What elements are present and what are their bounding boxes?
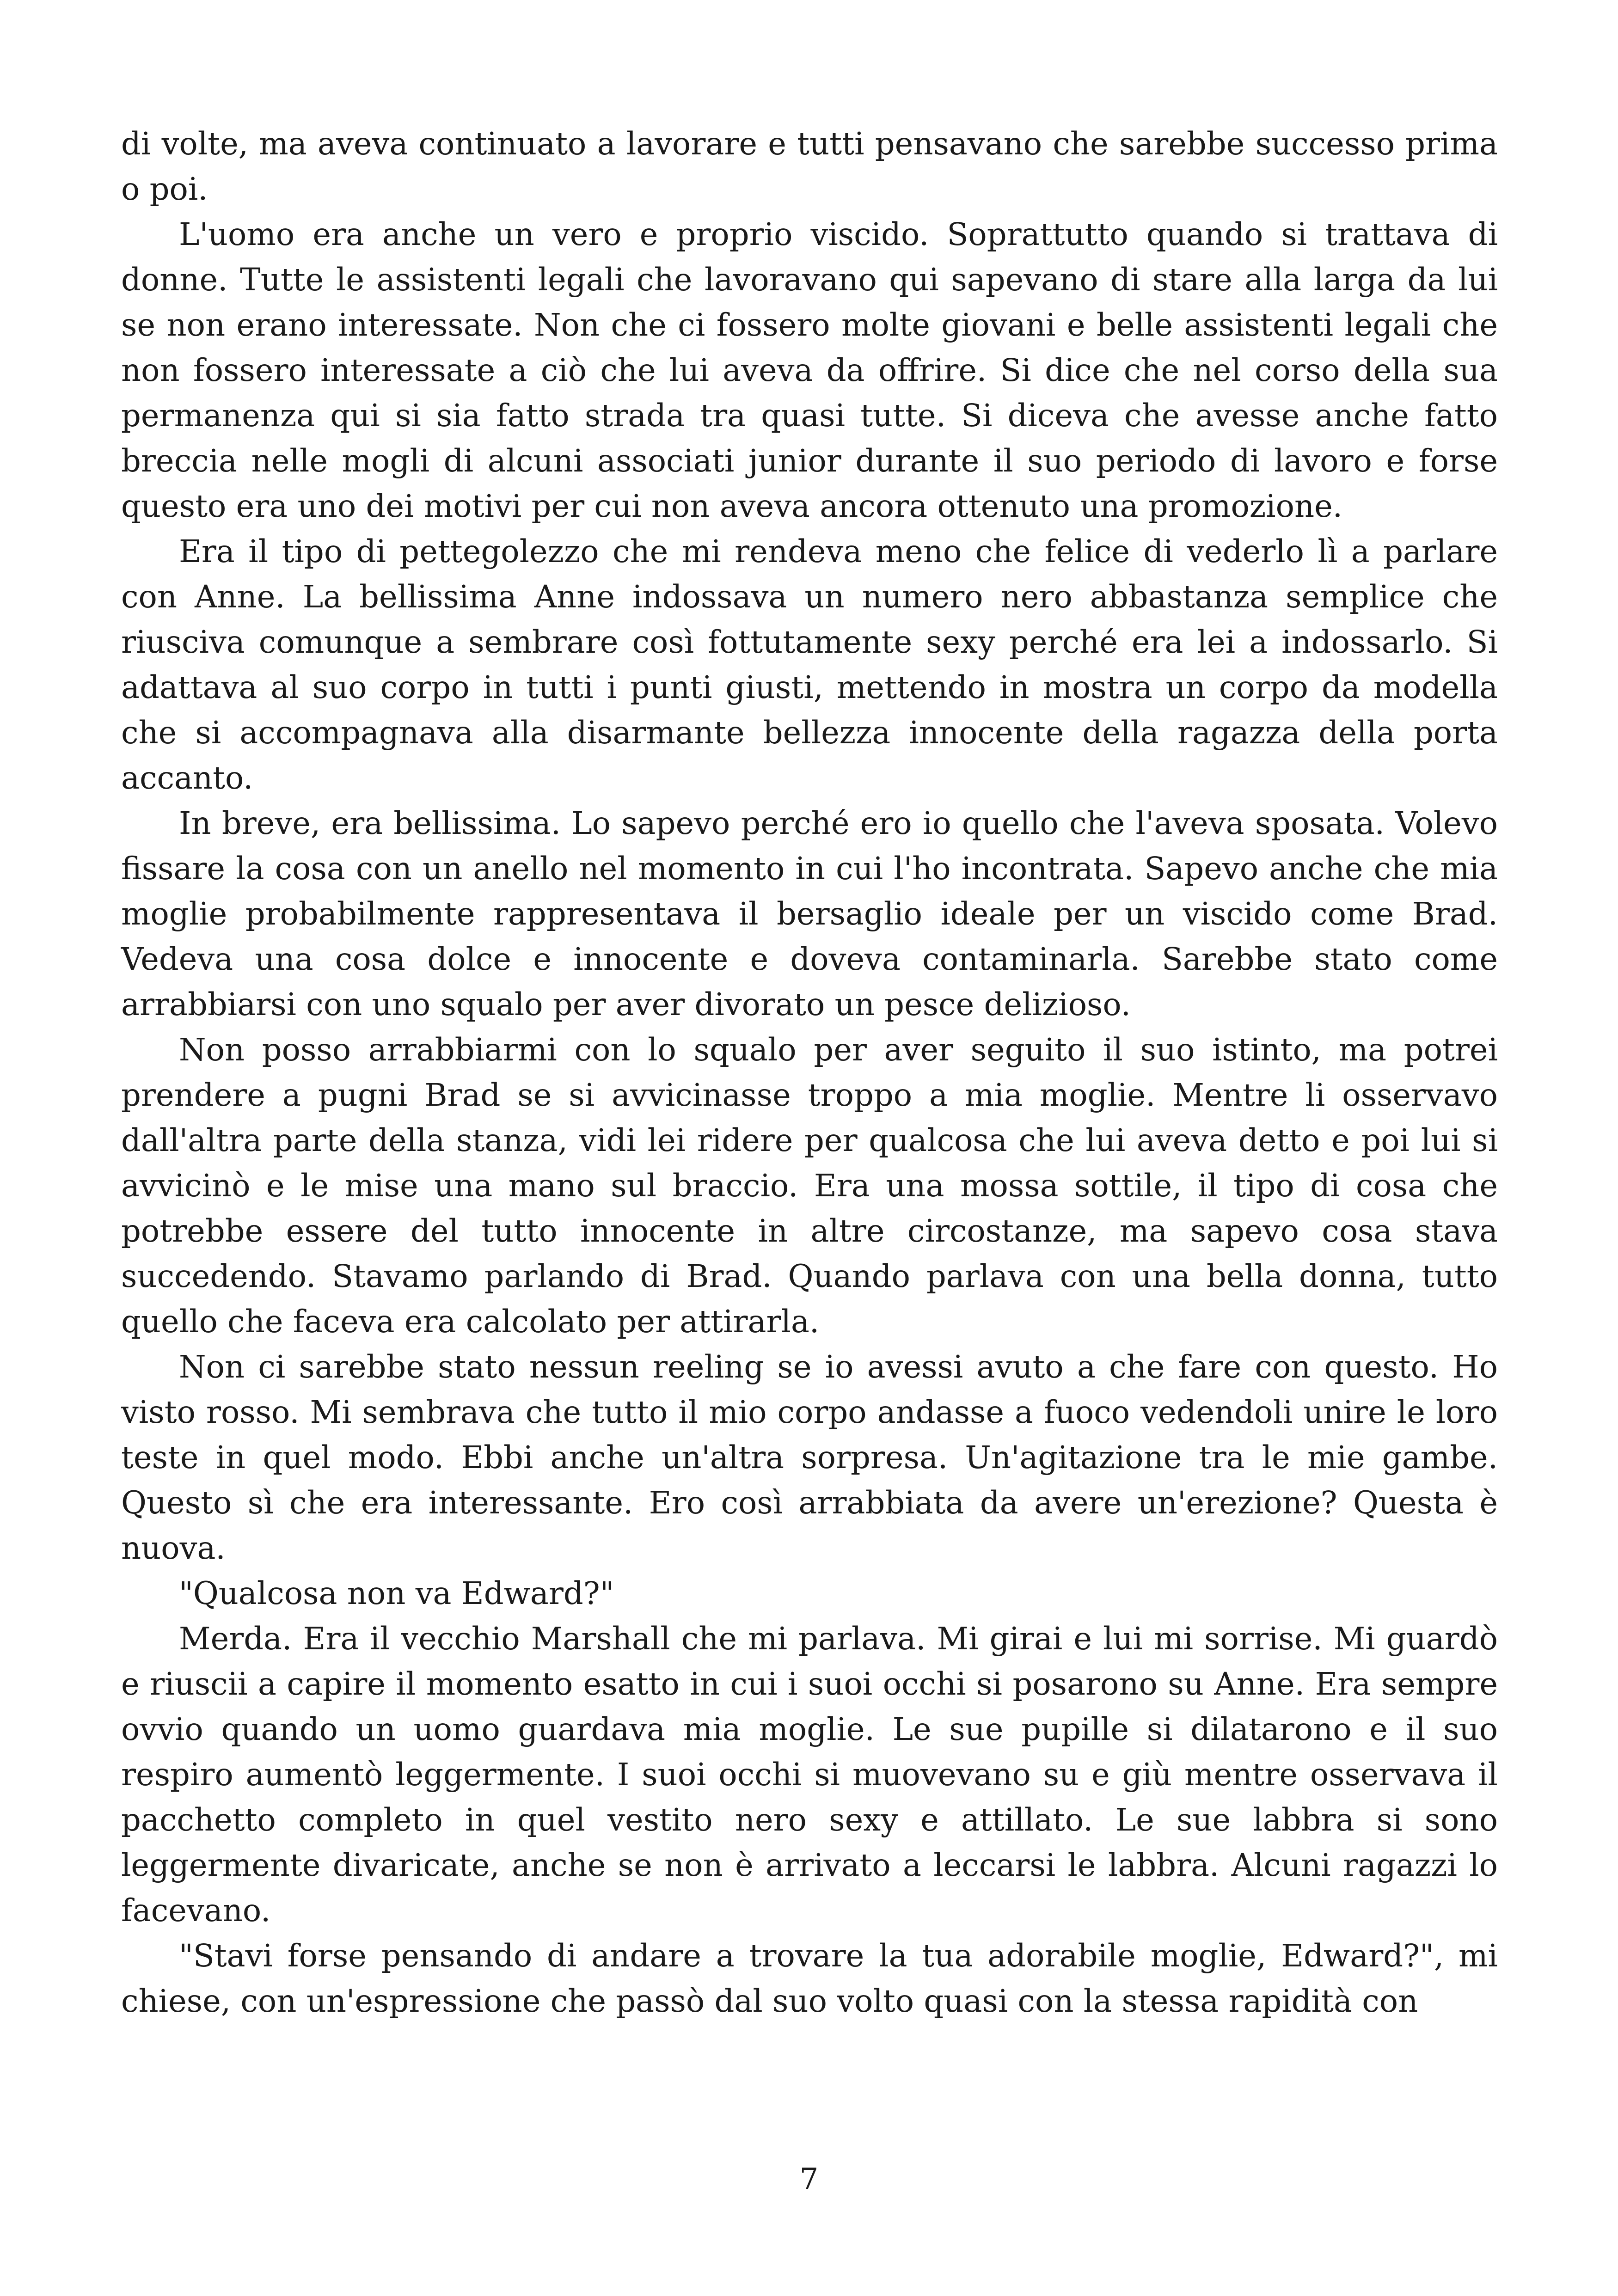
- body-text: [121, 121, 1498, 2024]
- page-number: 7: [799, 2162, 819, 2197]
- paragraph: "Qualcosa non va Edward?": [179, 1575, 614, 1611]
- paragraph: Era il tipo di pettegolezzo che mi rendeva meno che felice di vederlo lì a parlare con Anne. La bellissima Anne indossava un numero nero abbastanza semplice che riusciva comunque a sembrare così fottutamente sexy perché era lei a indossarlo. Si adattava al suo corpo in tutti i punti giusti, mettendo in mostra un corpo da modella che si accompagnava alla disarmante bellezza innocente della ragazza della porta accanto.: [121, 533, 1498, 796]
- paragraph: Non posso arrabbiarmi con lo squalo per aver seguito il suo istinto, ma potrei prendere a pugni Brad se si avvicinasse troppo a mia moglie. Mentre li osservavo dall'altra parte della stanza, vidi lei ridere per qualcosa che lui aveva detto e poi lui si avvicinò e le mise una mano sul braccio. Era una mossa sottile, il tipo di cosa che potrebbe essere del tutto innocente in altre circostanze, ma sapevo cosa stava succedendo. Stavamo parlando di Brad. Quando parlava con una bella donna, tutto quello che faceva era calcolato per attirarla.: [121, 1032, 1498, 1340]
- paragraph: "Stavi forse pensando di andare a trovare la tua adorabile moglie, Edward?", mi chiese, con un'espressione che passò dal suo volto quasi con la stessa rapidità con: [121, 1938, 1498, 2019]
- paragraph: In breve, era bellissima. Lo sapevo perché ero io quello che l'aveva sposata. Volevo fissare la cosa con un anello nel momento in cui l'ho incontrata. Sapevo anche che mia moglie probabilmente rappresentava il bersaglio ideale per un viscido come Brad. Vedeva una cosa dolce e innocente e doveva contaminarla. Sarebbe stato come arrabbiarsi con uno squalo per aver divorato un pesce delizioso.: [121, 805, 1498, 1022]
- paragraph: Merda. Era il vecchio Marshall che mi parlava. Mi girai e lui mi sorrise. Mi guardò e riuscii a capire il momento esatto in cui i suoi occhi si posarono su Anne. Era sempre ovvio quando un uomo guardava mia moglie. Le sue pupille si dilatarono e il suo respiro aumentò leggermente. I suoi occhi si muovevano su e giù mentre osservava il pacchetto completo in quel vestito nero sexy e attillato. Le sue labbra si sono leggermente divaricate, anche se non è arrivato a leccarsi le labbra. Alcuni ragazzi lo facevano.: [121, 1621, 1498, 1929]
- paragraph: di volte, ma aveva continuato a lavorare e tutti pensavano che sarebbe successo prima o poi.: [121, 126, 1498, 207]
- paragraph: Non ci sarebbe stato nessun reeling se io avessi avuto a che fare con questo. Ho visto rosso. Mi sembrava che tutto il mio corpo andasse a fuoco vedendoli unire le loro teste in quel modo. Ebbi anche un'altra sorpresa. Un'agitazione tra le mie gambe. Questo sì che era interessante. Ero così arrabbiata da avere un'erezione? Questa è nuova.: [121, 1349, 1498, 1566]
- paragraph: L'uomo era anche un vero e proprio viscido. Soprattutto quando si trattava di donne. Tutte le assistenti legali che lavoravano qui sapevano di stare alla larga da lui se non erano interessate. Non che ci fossero molte giovani e belle assistenti legali che non fossero interessate a ciò che lui aveva da offrire. Si dice che nel corso della sua permanenza qui si sia fatto strada tra quasi tutte. Si diceva che avesse anche fatto breccia nelle mogli di alcuni associati junior durante il suo periodo di lavoro e forse questo era uno dei motivi per cui non aveva ancora ottenuto una promozione.: [121, 216, 1498, 524]
